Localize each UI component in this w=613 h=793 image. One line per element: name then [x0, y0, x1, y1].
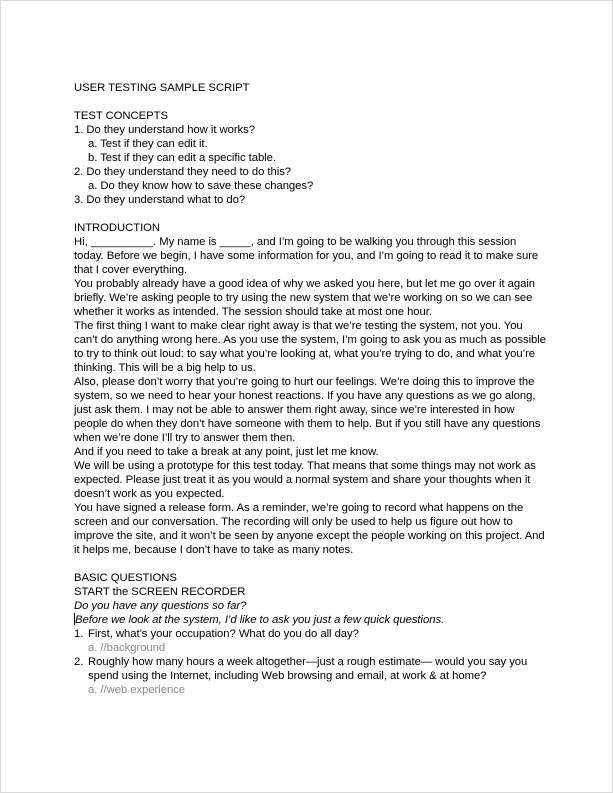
before-system-prompt[interactable]	[74, 613, 554, 627]
introduction-paragraph: Hi, __________. My name is _____, and I’m going to be walking you through this session today. Before we begin, I have some information for you, and I’m going to read it to make sure that I cover everything.	[74, 236, 539, 276]
introduction-paragraph: And if you need to take a break at any point, just let me know.	[74, 446, 379, 458]
introduction-paragraph: Also, please don’t worry that you’re going to hurt our feelings. We’re doing this to improve the system, so we need to hear your honest reactions. If you have any questions as we go along, just ask them. I may not be able to answer them right away, since we’re interested in how people do when they don’t have someone with them to help. But if you still have any questions when we’re done I’ll try to answer them then.	[74, 376, 541, 444]
question-note: a. //background	[88, 642, 166, 654]
question-number: 2.	[74, 656, 84, 668]
document-body	[74, 81, 554, 697]
test-concept-subitem: b. Test if they can edit a specific table.	[88, 152, 276, 164]
question-note: a. //web experience	[88, 684, 186, 696]
test-concept-subitem: a. Do they know how to save these changes?	[88, 180, 314, 192]
screen-recorder-instruction: START the SCREEN RECORDER	[74, 586, 246, 598]
test-concept-item: 3. Do they understand what to do?	[74, 194, 246, 206]
test-concept-item: 2. Do they understand they need to do this?	[74, 166, 292, 178]
introduction-paragraph: You have signed a release form. As a reminder, we’re going to record what happens on the screen and our conversation. The recording will only be used to help us figure out how to improve the site, and it won’t be seen by anyone except the people working on this project. And it helps me, because I don’t have to take as many notes.	[74, 502, 545, 556]
spacer	[74, 557, 554, 571]
test-concepts-heading: TEST CONCEPTS	[74, 110, 168, 122]
document-title: USER TESTING SAMPLE SCRIPT	[74, 82, 250, 94]
spacer	[74, 207, 554, 221]
question-number: 1.	[74, 628, 84, 640]
basic-questions-heading: BASIC QUESTIONS	[74, 572, 177, 584]
introduction-paragraph: We will be using a prototype for this test today. That means that some things may not work as expected. Please just treat it as you would a normal system and share your thoughts when it doesn’t work as you expected.	[74, 460, 536, 500]
introduction-paragraph: The first thing I want to make clear right away is that we’re testing the system, not you. You can’t do anything wrong here. As you use the system, I’m going to ask you as much as possible to try to think out loud: to say what you’re looking at, what you’re trying to do, and what you’re thinking. This will be a big help to us.	[74, 320, 546, 374]
question-text: First, what’s your occupation? What do you do all day?	[88, 628, 359, 640]
question-item	[74, 655, 554, 683]
before-system-text: Before we look at the system, I’d like to ask you just a few quick questions.	[75, 614, 445, 626]
any-questions-prompt: Do you have any questions so far?	[74, 600, 247, 612]
question-text: Roughly how many hours a week altogether—just a rough estimate— would you say you spend using the Internet, including Web browsing and email, at work & at home?	[88, 656, 528, 682]
test-concept-item: 1. Do they understand how it works?	[74, 124, 255, 136]
question-item	[74, 627, 554, 641]
test-concept-subitem: a. Test if they can edit it.	[88, 138, 208, 150]
introduction-paragraph: You probably already have a good idea of why we asked you here, but let me go over it again briefly. We’re asking people to try using the new system that we’re working on so we can see whether it works as intended. The session should take at most one hour.	[74, 278, 536, 318]
spacer	[74, 95, 554, 109]
introduction-heading: INTRODUCTION	[74, 222, 161, 234]
